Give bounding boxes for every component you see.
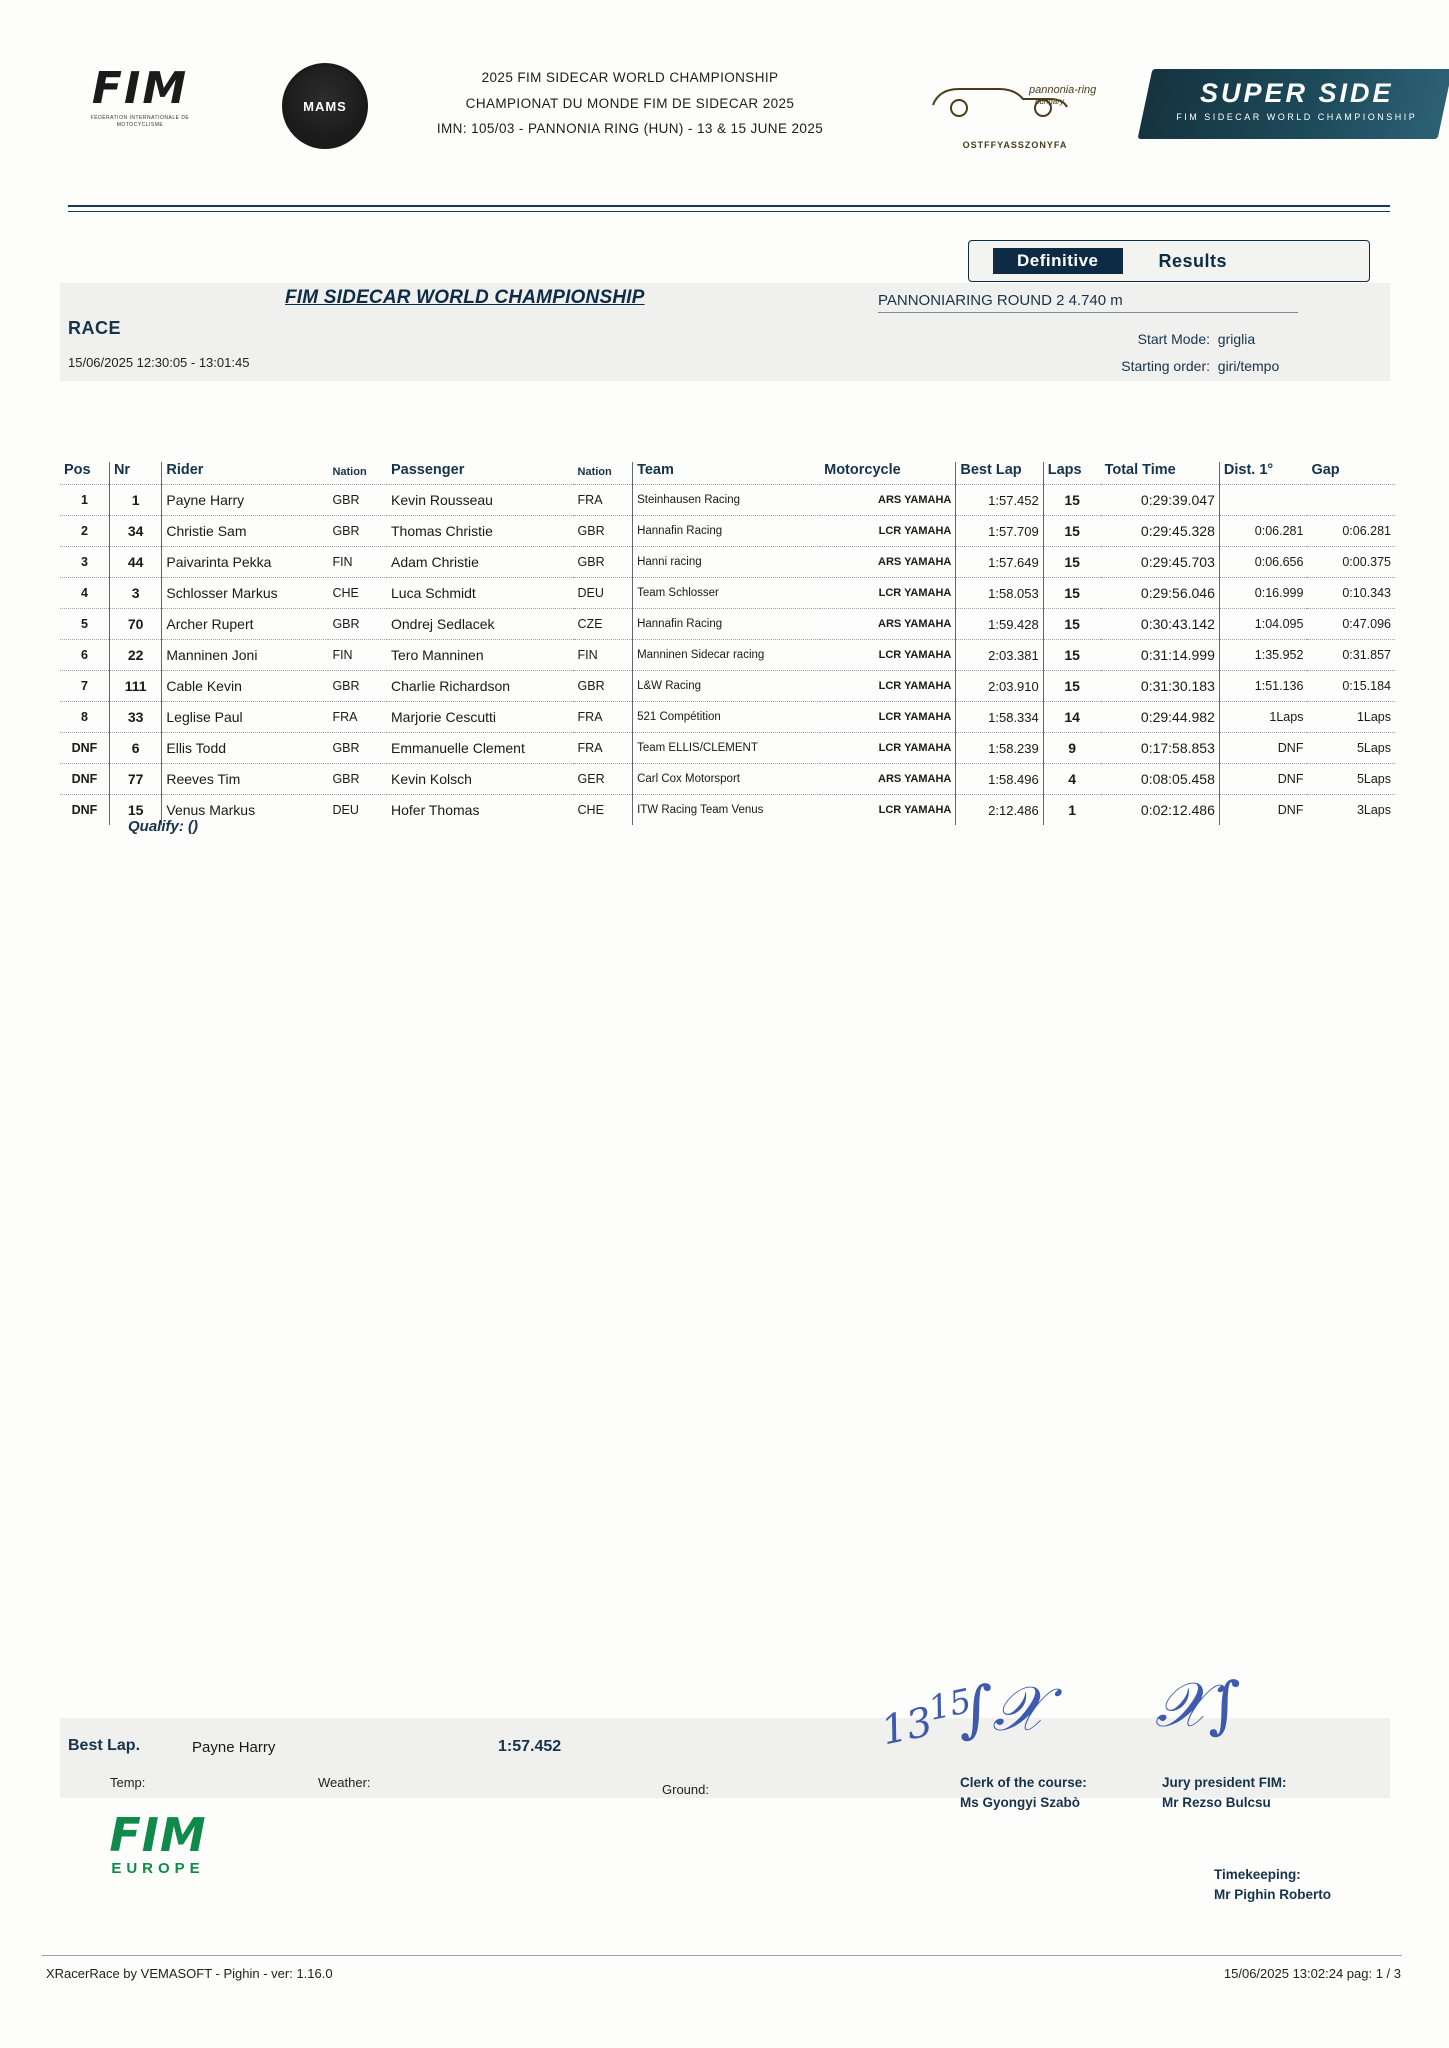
fim-logo-text: FIM <box>91 63 189 114</box>
table-row <box>60 547 1395 578</box>
cell-passenger: Ondrej Sedlacek <box>387 609 574 640</box>
cell-team: Hanni racing <box>633 547 821 578</box>
table-row <box>60 702 1395 733</box>
cell-nr: 44 <box>109 547 161 578</box>
table-row <box>60 764 1395 795</box>
cell-rider: Payne Harry <box>162 485 329 516</box>
header-divider-thin <box>68 211 1390 212</box>
table-row <box>60 733 1395 764</box>
cell-nation2: DEU <box>574 578 633 609</box>
cell-laps: 1 <box>1043 795 1100 826</box>
cell-total-time: 0:29:56.046 <box>1101 578 1220 609</box>
cell-total-time: 0:08:05.458 <box>1101 764 1220 795</box>
mams-logo <box>282 63 368 149</box>
cell-passenger: Hofer Thomas <box>387 795 574 826</box>
cell-motorcycle: LCR YAMAHA <box>820 640 956 671</box>
cell-motorcycle: ARS YAMAHA <box>820 764 956 795</box>
cell-gap: 1Laps <box>1307 702 1395 733</box>
cell-best-lap: 1:57.649 <box>956 547 1043 578</box>
event-title-fr: CHAMPIONAT DU MONDE FIM DE SIDECAR 2025 <box>465 95 795 111</box>
cell-passenger: Kevin Kolsch <box>387 764 574 795</box>
cell-dist1: 0:06.656 <box>1219 547 1307 578</box>
ground-label: Ground: <box>662 1782 709 1797</box>
cell-pos: DNF <box>60 795 109 826</box>
cell-dist1: 0:06.281 <box>1219 516 1307 547</box>
cell-nation2: FIN <box>574 640 633 671</box>
col-gap: Gap <box>1311 462 1340 478</box>
col-total-time: Total Time <box>1104 462 1176 478</box>
table-row <box>60 516 1395 547</box>
temp-label: Temp: <box>110 1775 146 1790</box>
pannonia-ring-logo <box>920 75 1110 150</box>
status-badge: Definitive <box>993 248 1123 274</box>
cell-rider: Christie Sam <box>162 516 329 547</box>
cell-team: ITW Racing Team Venus <box>633 795 821 826</box>
cell-nation: GBR <box>328 609 387 640</box>
cell-rider: Schlosser Markus <box>162 578 329 609</box>
best-lap-label: Best Lap. <box>68 1737 141 1754</box>
col-nation: Nation <box>332 466 367 478</box>
cell-pos: 2 <box>60 516 109 547</box>
cell-motorcycle: LCR YAMAHA <box>820 578 956 609</box>
cell-nation2: GER <box>574 764 633 795</box>
cell-gap: 0:10.343 <box>1307 578 1395 609</box>
cell-dist1: DNF <box>1219 795 1307 826</box>
cell-total-time: 0:30:43.142 <box>1101 609 1220 640</box>
cell-total-time: 0:31:30.183 <box>1101 671 1220 702</box>
timekeeping <box>1214 1865 1331 1906</box>
superside-logo <box>1138 69 1449 139</box>
session-type: RACE <box>68 318 122 338</box>
cell-nation2: FRA <box>574 702 633 733</box>
cell-laps: 15 <box>1043 640 1100 671</box>
footer-divider <box>42 1955 1402 1956</box>
cell-nr: 15 <box>109 795 161 826</box>
clerk-label: Clerk of the course: <box>960 1775 1087 1790</box>
cell-nation: FIN <box>328 547 387 578</box>
cell-nation: DEU <box>328 795 387 826</box>
table-row <box>60 640 1395 671</box>
circuit-info: PANNONIARING ROUND 2 4.740 m <box>878 292 1298 313</box>
cell-passenger: Kevin Rousseau <box>387 485 574 516</box>
cell-nation2: FRA <box>574 733 633 764</box>
cell-rider: Archer Rupert <box>162 609 329 640</box>
start-mode-label: Start Mode: <box>1137 331 1210 347</box>
cell-nr: 34 <box>109 516 161 547</box>
cell-team: Carl Cox Motorsport <box>633 764 821 795</box>
cell-pos: 8 <box>60 702 109 733</box>
cell-gap: 3Laps <box>1307 795 1395 826</box>
col-team: Team <box>633 462 821 485</box>
cell-passenger: Emmanuelle Clement <box>387 733 574 764</box>
svg-text:hungary: hungary <box>1035 97 1064 106</box>
qualify-note: Qualify: () <box>128 818 198 835</box>
cell-motorcycle: LCR YAMAHA <box>820 671 956 702</box>
fim-logo-subtitle: FÉDÉRATION INTERNATIONALE DE MOTOCYCLISME <box>90 115 190 128</box>
fim-europe-logo <box>58 1808 258 1877</box>
superside-logo-subtitle: FIM SIDECAR WORLD CHAMPIONSHIP <box>1176 112 1418 122</box>
cell-motorcycle: ARS YAMAHA <box>820 485 956 516</box>
table-header-row <box>60 462 1395 485</box>
cell-pos: DNF <box>60 764 109 795</box>
cell-nation: GBR <box>328 733 387 764</box>
cell-team: Team Schlosser <box>633 578 821 609</box>
cell-gap: 5Laps <box>1307 733 1395 764</box>
cell-laps: 14 <box>1043 702 1100 733</box>
cell-nation: GBR <box>328 516 387 547</box>
cell-best-lap: 1:58.496 <box>956 764 1043 795</box>
fim-logo <box>70 63 210 129</box>
cell-team: Hannafin Racing <box>633 516 821 547</box>
cell-best-lap: 1:59.428 <box>956 609 1043 640</box>
cell-best-lap: 1:58.053 <box>956 578 1043 609</box>
cell-team: 521 Compétition <box>633 702 821 733</box>
cell-nation2: GBR <box>574 516 633 547</box>
cell-nation2: CZE <box>574 609 633 640</box>
cell-nation2: GBR <box>574 547 633 578</box>
cell-best-lap: 1:58.334 <box>956 702 1043 733</box>
cell-nr: 22 <box>109 640 161 671</box>
cell-rider: Venus Markus <box>162 795 329 826</box>
cell-rider: Leglise Paul <box>162 702 329 733</box>
cell-team: L&W Racing <box>633 671 821 702</box>
timekeeping-label: Timekeeping: <box>1214 1867 1301 1882</box>
cell-total-time: 0:31:14.999 <box>1101 640 1220 671</box>
cell-laps: 15 <box>1043 609 1100 640</box>
results-banner <box>968 240 1370 282</box>
cell-best-lap: 1:57.452 <box>956 485 1043 516</box>
header-divider-thick <box>68 205 1390 207</box>
fim-europe-logo-sub: EUROPE <box>111 1860 205 1877</box>
cell-dist1: 1Laps <box>1219 702 1307 733</box>
cell-nation: FRA <box>328 702 387 733</box>
starting-order <box>1085 358 1279 374</box>
cell-nr: 111 <box>109 671 161 702</box>
clerk-name: Ms Gyongyi Szabò <box>960 1795 1081 1811</box>
signature-clerk: ∫𝒳 <box>960 1672 1046 1745</box>
cell-gap <box>1307 485 1395 516</box>
cell-motorcycle: LCR YAMAHA <box>820 795 956 826</box>
col-motorcycle: Motorcycle <box>824 462 901 478</box>
weather-label: Weather: <box>318 1775 371 1790</box>
clerk-of-course <box>960 1773 1087 1814</box>
cell-total-time: 0:02:12.486 <box>1101 795 1220 826</box>
jury-label: Jury president FIM: <box>1162 1775 1287 1790</box>
results-label: Results <box>1158 250 1228 271</box>
pannonia-ring-town: OSTFFYASSZONYFA <box>962 140 1068 150</box>
event-imn-line: IMN: 105/03 - PANNONIA RING (HUN) - 13 & 15 JUNE 2025 <box>436 121 824 137</box>
cell-motorcycle: LCR YAMAHA <box>820 516 956 547</box>
cell-best-lap: 2:03.910 <box>956 671 1043 702</box>
best-lap-rider: Payne Harry <box>192 1739 276 1756</box>
cell-laps: 15 <box>1043 578 1100 609</box>
software-credit: XRacerRace by VEMASOFT - Pighin - ver: 1.16.0 <box>46 1966 333 1981</box>
cell-gap: 0:47.096 <box>1307 609 1395 640</box>
cell-best-lap: 2:12.486 <box>956 795 1043 826</box>
cell-nr: 3 <box>109 578 161 609</box>
cell-nation: FIN <box>328 640 387 671</box>
cell-pos: DNF <box>60 733 109 764</box>
cell-motorcycle: LCR YAMAHA <box>820 702 956 733</box>
starting-order-value: giri/tempo <box>1217 358 1280 374</box>
cell-nr: 6 <box>109 733 161 764</box>
mams-logo-text: MAMS <box>303 98 347 114</box>
cell-passenger: Thomas Christie <box>387 516 574 547</box>
cell-total-time: 0:29:44.982 <box>1101 702 1220 733</box>
document-header <box>60 55 1418 165</box>
best-lap-time: 1:57.452 <box>498 1738 562 1755</box>
cell-laps: 4 <box>1043 764 1100 795</box>
cell-team: Team ELLIS/CLEMENT <box>633 733 821 764</box>
cell-motorcycle: ARS YAMAHA <box>820 609 956 640</box>
cell-team: Hannafin Racing <box>633 609 821 640</box>
cell-total-time: 0:29:39.047 <box>1101 485 1220 516</box>
svg-text:pannonia-ring: pannonia-ring <box>1029 84 1097 96</box>
cell-pos: 5 <box>60 609 109 640</box>
cell-passenger: Luca Schmidt <box>387 578 574 609</box>
cell-nation2: CHE <box>574 795 633 826</box>
jury-president <box>1162 1773 1287 1814</box>
col-nr: Nr <box>109 462 161 485</box>
event-title-en: 2025 FIM SIDECAR WORLD CHAMPIONSHIP <box>481 70 779 85</box>
cell-team: Steinhausen Racing <box>633 485 821 516</box>
cell-best-lap: 1:57.709 <box>956 516 1043 547</box>
cell-pos: 6 <box>60 640 109 671</box>
cell-team: Manninen Sidecar racing <box>633 640 821 671</box>
cell-gap: 0:31.857 <box>1307 640 1395 671</box>
cell-passenger: Charlie Richardson <box>387 671 574 702</box>
col-best-lap: Best Lap <box>956 462 1043 485</box>
table-row <box>60 485 1395 516</box>
results-table <box>60 462 1395 825</box>
cell-laps: 15 <box>1043 516 1100 547</box>
cell-passenger: Adam Christie <box>387 547 574 578</box>
cell-best-lap: 1:58.239 <box>956 733 1043 764</box>
jury-name: Mr Rezso Bulcsu <box>1162 1795 1271 1811</box>
event-title-block <box>390 65 870 142</box>
cell-pos: 1 <box>60 485 109 516</box>
cell-laps: 9 <box>1043 733 1100 764</box>
start-mode-value: griglia <box>1217 331 1256 347</box>
timekeeping-name: Mr Pighin Roberto <box>1214 1887 1331 1903</box>
sidecar-icon <box>925 75 1105 119</box>
cell-nation: GBR <box>328 764 387 795</box>
cell-motorcycle: ARS YAMAHA <box>820 547 956 578</box>
cell-pos: 7 <box>60 671 109 702</box>
table-row <box>60 671 1395 702</box>
cell-dist1: 1:51.136 <box>1219 671 1307 702</box>
superside-logo-title: SUPER SIDE <box>1200 78 1394 108</box>
fim-europe-logo-text: FIM <box>109 1808 207 1862</box>
col-nation2: Nation <box>577 466 612 478</box>
table-row <box>60 578 1395 609</box>
cell-gap: 5Laps <box>1307 764 1395 795</box>
cell-rider: Paivarinta Pekka <box>162 547 329 578</box>
cell-nr: 33 <box>109 702 161 733</box>
signature-date-mark: $13^{15}$ <box>877 1680 975 1755</box>
cell-nr: 1 <box>109 485 161 516</box>
cell-pos: 4 <box>60 578 109 609</box>
col-dist1: Dist. 1° <box>1219 462 1307 485</box>
cell-total-time: 0:29:45.328 <box>1101 516 1220 547</box>
cell-laps: 15 <box>1043 671 1100 702</box>
signature-jury: 𝒳∫ <box>1155 1668 1241 1741</box>
cell-rider: Cable Kevin <box>162 671 329 702</box>
cell-pos: 3 <box>60 547 109 578</box>
starting-order-label: Starting order: <box>1121 358 1210 374</box>
cell-gap: 0:06.281 <box>1307 516 1395 547</box>
cell-rider: Manninen Joni <box>162 640 329 671</box>
cell-dist1: 0:16.999 <box>1219 578 1307 609</box>
col-rider: Rider <box>162 462 329 485</box>
col-passenger: Passenger <box>391 462 465 478</box>
col-pos: Pos <box>64 462 91 478</box>
cell-dist1 <box>1219 485 1307 516</box>
table-row <box>60 795 1395 826</box>
cell-dist1: 1:04.095 <box>1219 609 1307 640</box>
cell-laps: 15 <box>1043 547 1100 578</box>
cell-dist1: 1:35.952 <box>1219 640 1307 671</box>
cell-gap: 0:00.375 <box>1307 547 1395 578</box>
cell-passenger: Tero Manninen <box>387 640 574 671</box>
cell-nation: CHE <box>328 578 387 609</box>
cell-rider: Ellis Todd <box>162 733 329 764</box>
cell-dist1: DNF <box>1219 764 1307 795</box>
cell-best-lap: 2:03.381 <box>956 640 1043 671</box>
cell-nation: GBR <box>328 485 387 516</box>
cell-motorcycle: LCR YAMAHA <box>820 733 956 764</box>
cell-gap: 0:15.184 <box>1307 671 1395 702</box>
session-times: 15/06/2025 12:30:05 - 13:01:45 <box>68 355 250 370</box>
cell-nation2: GBR <box>574 671 633 702</box>
start-mode <box>1085 331 1255 347</box>
cell-passenger: Marjorie Cescutti <box>387 702 574 733</box>
col-laps: Laps <box>1043 462 1100 485</box>
print-info: 15/06/2025 13:02:24 pag: 1 / 3 <box>1223 1966 1401 1981</box>
cell-nr: 70 <box>109 609 161 640</box>
championship-title: FIM SIDECAR WORLD CHAMPIONSHIP <box>285 287 645 308</box>
cell-rider: Reeves Tim <box>162 764 329 795</box>
table-row <box>60 609 1395 640</box>
cell-total-time: 0:17:58.853 <box>1101 733 1220 764</box>
cell-total-time: 0:29:45.703 <box>1101 547 1220 578</box>
cell-nr: 77 <box>109 764 161 795</box>
cell-laps: 15 <box>1043 485 1100 516</box>
cell-nation2: FRA <box>574 485 633 516</box>
cell-dist1: DNF <box>1219 733 1307 764</box>
cell-nation: GBR <box>328 671 387 702</box>
